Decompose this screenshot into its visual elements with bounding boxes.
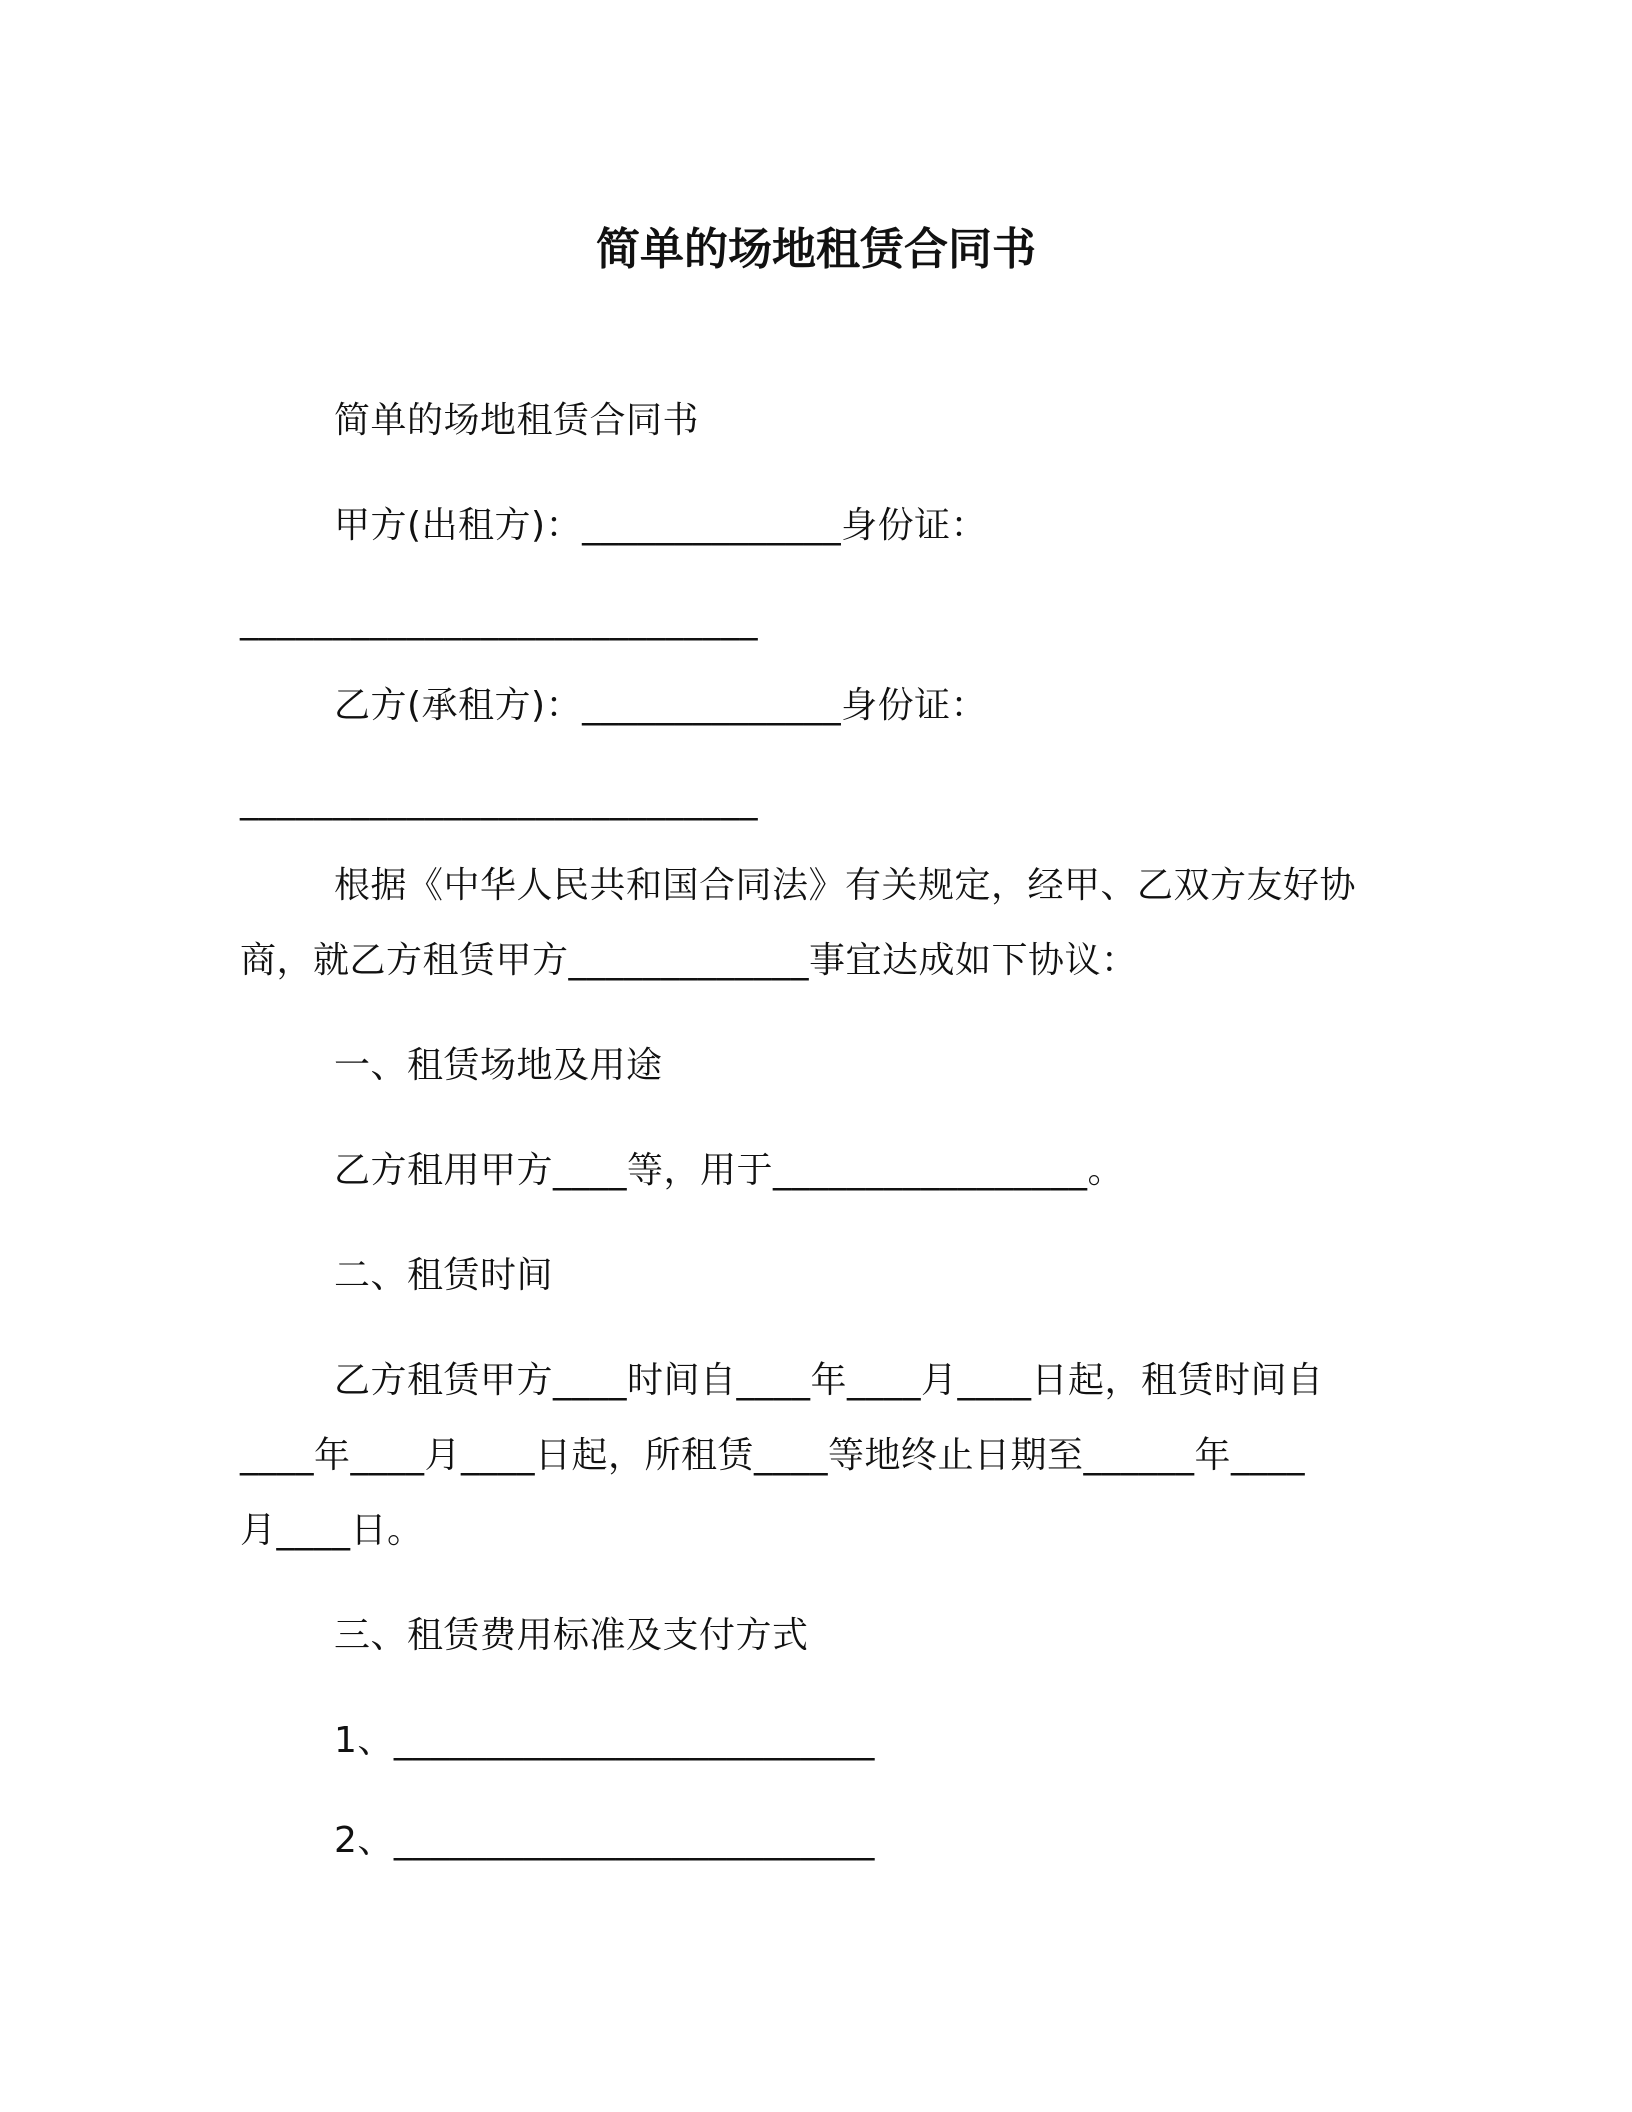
section-1-heading: 一、租赁场地及用途 bbox=[334, 1045, 663, 1086]
section-3-item-1: 1、__________________________ bbox=[334, 1720, 875, 1761]
section-2-body-line-1: 乙方租赁甲方____时间自____年____月____日起，租赁时间自 bbox=[334, 1360, 1324, 1401]
section-1-body: 乙方租用甲方____等，用于_________________。 bbox=[334, 1150, 1125, 1191]
party-a-line: 甲方(出租方)：______________身份证： bbox=[334, 505, 988, 546]
document-title: 简单的场地租赁合同书 bbox=[596, 224, 1036, 275]
section-2-body-line-3: 月____日。 bbox=[240, 1510, 424, 1551]
subtitle-line: 简单的场地租赁合同书 bbox=[334, 400, 700, 441]
party-a-id-blank: ____________________________ bbox=[240, 600, 758, 641]
section-3-item-2: 2、__________________________ bbox=[334, 1820, 875, 1861]
section-2-body-line-2: ____年____月____日起，所租赁____等地终止日期至______年____ bbox=[240, 1435, 1306, 1476]
section-2-heading: 二、租赁时间 bbox=[334, 1255, 554, 1296]
party-b-id-blank: ____________________________ bbox=[240, 780, 758, 821]
preamble-line-1: 根据《中华人民共和国合同法》有关规定，经甲、乙双方友好协 bbox=[334, 865, 1357, 906]
preamble-line-2: 商，就乙方租赁甲方_____________事宜达成如下协议： bbox=[240, 940, 1138, 981]
party-b-line: 乙方(承租方)：______________身份证： bbox=[334, 685, 988, 726]
section-3-heading: 三、租赁费用标准及支付方式 bbox=[334, 1615, 809, 1656]
